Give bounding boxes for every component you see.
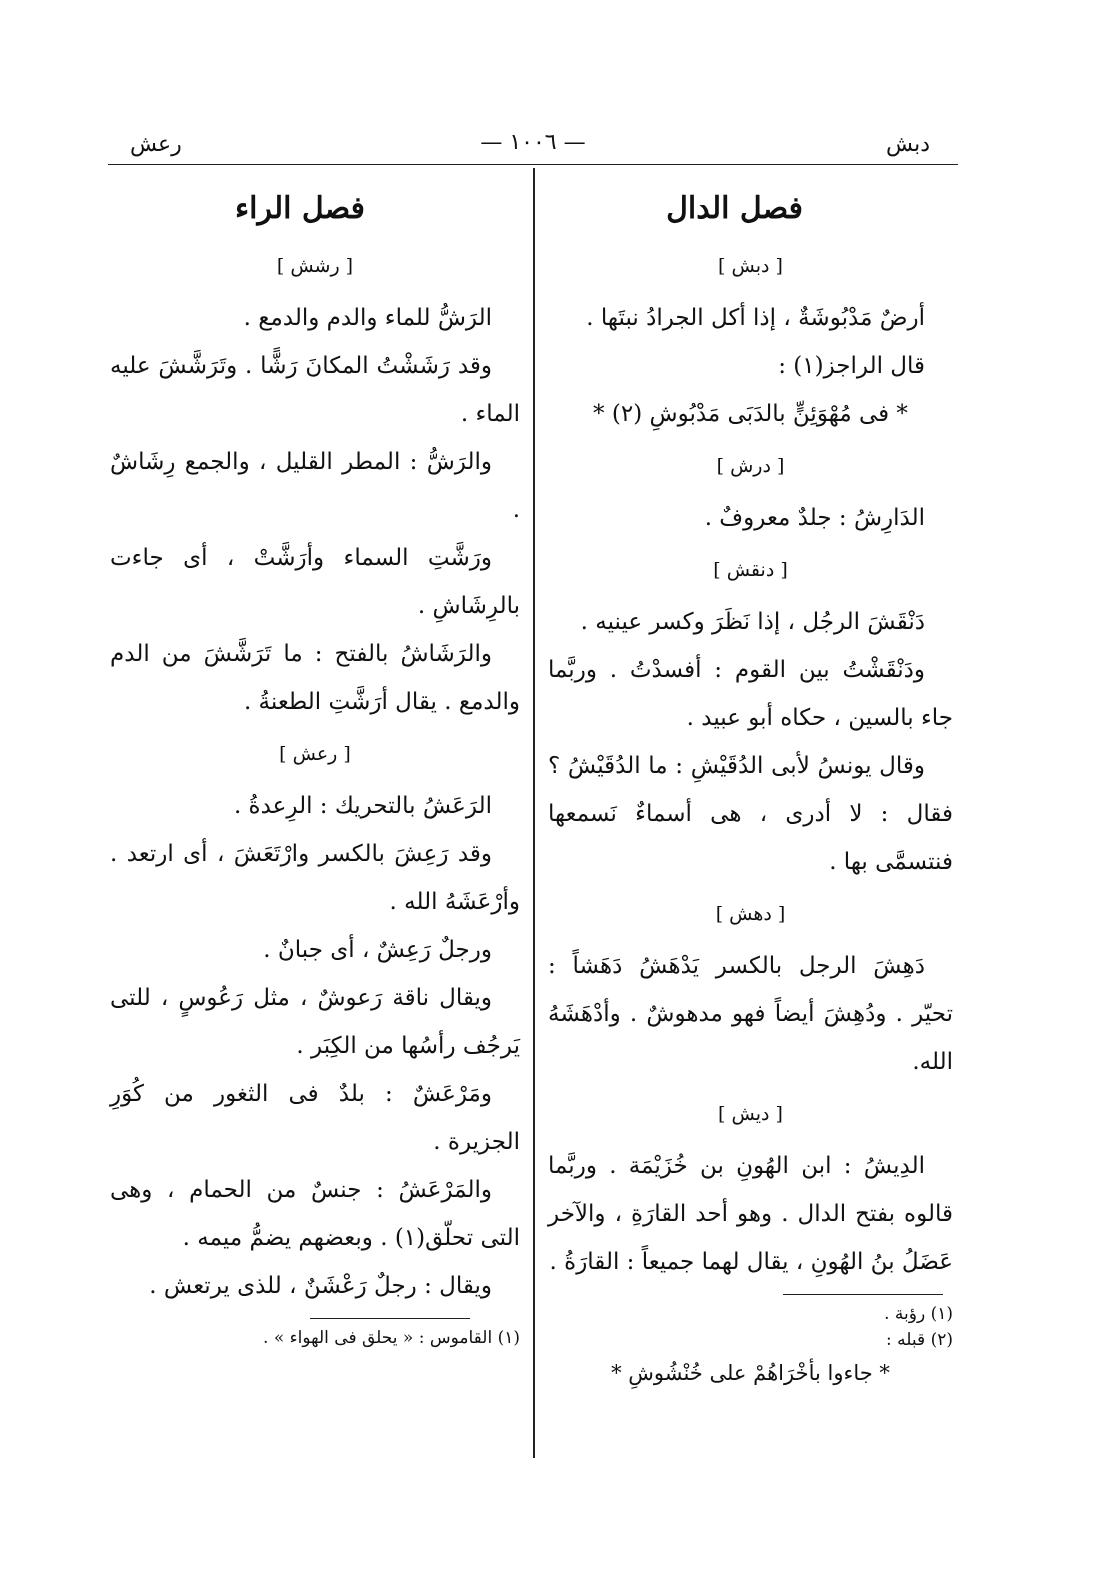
- root-heading: [ دهش ]: [715, 903, 786, 925]
- footnote-rule: [310, 1318, 470, 1319]
- entry-text: ومَرْعَشٌ : بلدٌ فى الثغور من كُوَرِ الجزيرة .: [110, 1081, 520, 1155]
- page-number: — ١٠٠٦ —: [480, 130, 586, 155]
- verse-line: * فى مُهْوَئِنٍّ بالدَبَى مَدْبُوشِ (٢) *: [593, 401, 908, 427]
- entry-text: وقال يونسُ لأبى الدُقَيْشِ : ما الدُقَيْشُ ؟ فقال : لا أدرى ، هى أسماءٌ نَسمعها فنتسمَّى بها .: [548, 753, 953, 875]
- header-rule: [108, 164, 958, 165]
- entry-text: ودَنْقَشْتُ بين القوم : أفسدْتُ . وربَّما جاء بالسين ، حكاه أبو عبيد .: [548, 657, 953, 731]
- footnote: (١) رؤبة .: [884, 1304, 953, 1324]
- entry-text: وقد رَعِشَ بالكسر وارْتَعَشَ ، أى ارتعد . وأرْعَشَهُ الله .: [110, 841, 520, 915]
- header-last-root: رعش: [130, 132, 182, 157]
- entry-text: والمَرْعَشُ : جنسٌ من الحمام ، وهى التى تحلّق(١) . وبعضهم يضمُّ ميمه .: [110, 1177, 520, 1251]
- entry-text: أرضٌ مَدْبُوشَةٌ ، إذا أكل الجرادُ نبتَها .: [586, 305, 925, 331]
- root-heading: [ ديش ]: [718, 1103, 783, 1125]
- root-heading: [ درش ]: [716, 455, 785, 477]
- entry-text: الرَعَشُ بالتحريك : الرِعدةُ .: [233, 793, 492, 819]
- column-divider: [533, 168, 535, 1458]
- right-footnotes: [548, 1301, 953, 1353]
- entry-text: ورَشَّتِ السماء وأرَشَّتْ ، أى جاءت بالرِشَاشِ .: [110, 545, 520, 619]
- left-column: [110, 180, 520, 1351]
- left-footnotes: [110, 1325, 520, 1351]
- entry-text: والرَشَاشُ بالفتح : ما تَرَشَّشَ من الدم والدمع . يقال أرَشَّتِ الطعنةُ .: [110, 641, 520, 715]
- header-first-root: دبش: [886, 132, 930, 157]
- entry-text: ورجلٌ رَعِشٌ ، أى جبانٌ .: [263, 937, 492, 963]
- entry-text: قال الراجز(١) :: [778, 353, 925, 379]
- root-heading: [ دبش ]: [718, 255, 783, 277]
- entry-text: الدِيشُ : ابن الهُونِ بن خُزَيْمَة . وربَّما قالوه بفتح الدال . وهو أحد القارَةِ ، والآخر عَضَلُ بنُ الهُونِ ، يقال لهما جميعاً : القارَةُ .: [548, 1153, 953, 1275]
- entry-text: الدَارِشُ : جلدٌ معروفٌ .: [704, 505, 925, 531]
- entry-text: وقد رَشَشْتُ المكانَ رَشًّا . وتَرَشَّشَ عليه الماء .: [110, 353, 520, 427]
- left-column-entries: [110, 238, 520, 1310]
- entry-text: دَنْقَشَ الرجُل ، إذا نَظَرَ وكسر عينيه .: [580, 609, 925, 635]
- root-heading: [ رعش ]: [279, 743, 351, 765]
- section-title-ra: فصل الراء: [235, 191, 365, 226]
- footnote-rule: [783, 1294, 943, 1295]
- section-title-dal: فصل الدال: [666, 191, 803, 226]
- right-column-entries: [548, 238, 953, 1286]
- entry-text: والرَشُّ : المطر القليل ، والجمع رِشَاشٌ .: [110, 449, 520, 523]
- footnote: (٢) قبله :: [886, 1330, 953, 1350]
- root-heading: [ رشش ]: [276, 255, 354, 277]
- running-header: [108, 128, 958, 164]
- entry-text: دَهِشَ الرجل بالكسر يَدْهَشُ دَهَشاً : تحيّر . ودُهِشَ أيضاً فهو مدهوشٌ . وأدْهَشَهُ الله.: [548, 953, 953, 1075]
- entry-text: ويقال ناقة رَعوشٌ ، مثل رَعُوسٍ ، للتى يَرجُف رأسُها من الكِبَر .: [110, 985, 520, 1059]
- footnote: (١) القاموس : « يحلق فى الهواء » .: [263, 1328, 520, 1348]
- footnote-verse: * جاءوا بأخْرَاهُمْ على خُنْشُوشِ *: [611, 1361, 890, 1385]
- entry-text: الرَشُّ للماء والدم والدمع .: [243, 305, 492, 331]
- root-heading: [ دنقش ]: [713, 559, 788, 581]
- right-column: [548, 180, 953, 1393]
- entry-text: ويقال : رجلٌ رَعْشَنٌ ، للذى يرتعش .: [149, 1273, 492, 1299]
